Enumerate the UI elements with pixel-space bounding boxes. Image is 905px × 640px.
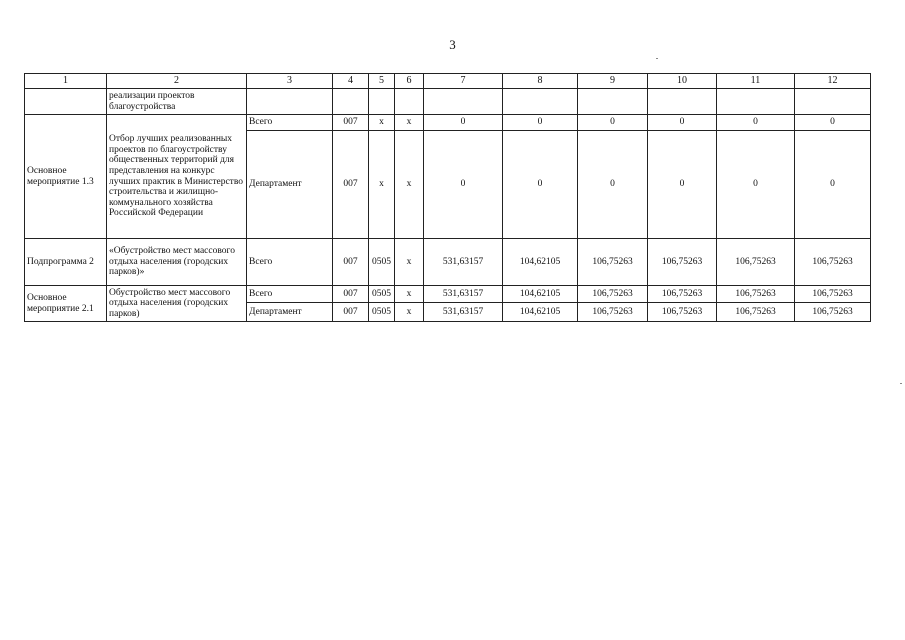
value-cell: 0 <box>795 131 871 239</box>
value-cell: 0 <box>717 115 795 131</box>
value-cell: 0 <box>503 115 578 131</box>
value-cell: 106,75263 <box>717 239 795 286</box>
scan-speck <box>656 58 658 59</box>
item-code: Подпрограмма 2 <box>25 239 107 286</box>
value-cell: 104,62105 <box>503 286 578 303</box>
value-cell: 106,75263 <box>717 286 795 303</box>
scan-speck <box>900 383 902 384</box>
empty-cell <box>333 89 369 115</box>
value-cell: 106,75263 <box>795 286 871 303</box>
header-cell: 8 <box>503 74 578 89</box>
item-name: Обустройство мест массового отдыха населения (городских парков) <box>107 286 247 322</box>
value-cell: 104,62105 <box>503 239 578 286</box>
header-cell: 6 <box>395 74 424 89</box>
value-cell: 106,75263 <box>795 239 871 286</box>
value-cell: 104,62105 <box>503 303 578 322</box>
value-cell: 106,75263 <box>717 303 795 322</box>
item-name: Отбор лучших реализованных проектов по благоустройству общественных территорий для представления на конкурс лучших практик в Министерство строительства и жилищно-коммунального хозяйства Российской Федерации <box>107 115 247 239</box>
value-cell: 106,75263 <box>578 239 648 286</box>
value-cell: x <box>395 115 424 131</box>
value-cell: 106,75263 <box>648 303 717 322</box>
table-row <box>25 239 871 286</box>
header-cell: 12 <box>795 74 871 89</box>
empty-cell <box>578 89 648 115</box>
header-cell: 3 <box>247 74 333 89</box>
value-cell: 0505 <box>369 239 395 286</box>
value-cell: 106,75263 <box>648 239 717 286</box>
header-cell: 2 <box>107 74 247 89</box>
value-cell: x <box>395 303 424 322</box>
value-cell: 0 <box>578 131 648 239</box>
page-number: 3 <box>449 37 456 52</box>
value-cell: 007 <box>333 286 369 303</box>
item-name: реализации проектов благоустройства <box>107 89 247 115</box>
source-cell: Департамент <box>247 131 333 239</box>
header-row <box>25 74 871 89</box>
value-cell: 106,75263 <box>648 286 717 303</box>
budget-table <box>24 73 871 322</box>
table-row <box>25 286 871 303</box>
table-row <box>25 115 871 131</box>
value-cell: 531,63157 <box>424 303 503 322</box>
value-cell: 106,75263 <box>578 286 648 303</box>
value-cell: 106,75263 <box>795 303 871 322</box>
value-cell: 007 <box>333 239 369 286</box>
source-cell: Всего <box>247 115 333 131</box>
header-cell: 10 <box>648 74 717 89</box>
value-cell: 007 <box>333 115 369 131</box>
value-cell: 0 <box>795 115 871 131</box>
value-cell: 0 <box>648 115 717 131</box>
value-cell: x <box>369 115 395 131</box>
value-cell: 007 <box>333 303 369 322</box>
header-cell: 5 <box>369 74 395 89</box>
source-cell: Всего <box>247 239 333 286</box>
value-cell: 0 <box>717 131 795 239</box>
item-code: Основное мероприятие 2.1 <box>25 286 107 322</box>
empty-cell <box>369 89 395 115</box>
empty-cell <box>795 89 871 115</box>
value-cell: 531,63157 <box>424 286 503 303</box>
empty-cell <box>247 89 333 115</box>
value-cell: x <box>395 239 424 286</box>
value-cell: 106,75263 <box>578 303 648 322</box>
empty-cell <box>717 89 795 115</box>
header-cell: 9 <box>578 74 648 89</box>
empty-cell <box>25 89 107 115</box>
item-code: Основное мероприятие 1.3 <box>25 115 107 239</box>
value-cell: 0505 <box>369 286 395 303</box>
value-cell: 531,63157 <box>424 239 503 286</box>
value-cell: x <box>395 286 424 303</box>
header-cell: 7 <box>424 74 503 89</box>
empty-cell <box>395 89 424 115</box>
value-cell: x <box>395 131 424 239</box>
value-cell: 0 <box>503 131 578 239</box>
empty-cell <box>503 89 578 115</box>
value-cell: 007 <box>333 131 369 239</box>
header-cell: 1 <box>25 74 107 89</box>
value-cell: 0 <box>648 131 717 239</box>
empty-cell <box>648 89 717 115</box>
value-cell: 0 <box>424 131 503 239</box>
source-cell: Департамент <box>247 303 333 322</box>
value-cell: 0505 <box>369 303 395 322</box>
continuation-row <box>25 89 871 115</box>
value-cell: 0 <box>424 115 503 131</box>
header-cell: 4 <box>333 74 369 89</box>
empty-cell <box>424 89 503 115</box>
value-cell: x <box>369 131 395 239</box>
item-name: «Обустройство мест массового отдыха населения (городских парков)» <box>107 239 247 286</box>
header-cell: 11 <box>717 74 795 89</box>
source-cell: Всего <box>247 286 333 303</box>
value-cell: 0 <box>578 115 648 131</box>
